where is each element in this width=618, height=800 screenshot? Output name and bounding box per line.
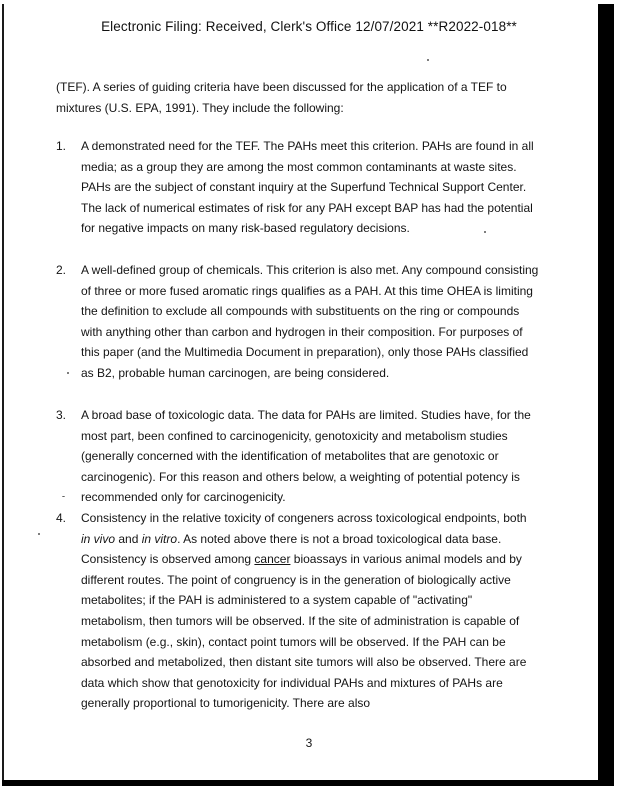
list-item-number: 1. — [56, 139, 67, 153]
scan-speck — [38, 533, 40, 535]
scan-speck — [427, 59, 429, 61]
text-segment: bioassays in various animal models and by different routes. The point of congruency is in the generation of biologically active metabolites; if the PAH is administered to a system capable of "activating" metabolism, then tumors will be observed. If the site of administration is capable of metabolism (e.g., skin), contact point tumors will be observed. If the PAH can be absorbed and metabolized, then distant site tumors will also be observed. There are data which show that genotoxicity for individual PAHs and mixtures of PAHs are generally proportional to tumorigenicity. There are also — [81, 552, 527, 711]
page-number: 3 — [305, 736, 313, 750]
scan-speck — [484, 231, 486, 233]
text-segment: . As noted above there is not a broad toxicological data base. Consistency is observed among — [81, 531, 502, 567]
list-item-text — [81, 508, 539, 714]
list-item-number: 4. — [56, 511, 67, 525]
scan-border-right — [598, 4, 614, 784]
scan-border-left — [2, 4, 4, 784]
list-item-number: 3. — [56, 408, 67, 422]
italic-term-in-vivo: in vivo — [81, 531, 116, 546]
text-segment: and — [115, 531, 142, 546]
intro-paragraph: (TEF). A series of guiding criteria have been discussed for the application of a TEF to mixtures (U.S. EPA, 1991). They include the following: — [56, 80, 507, 115]
underlined-term-cancer: cancer — [254, 552, 291, 567]
italic-term-in-vitro: in vitro — [141, 531, 178, 546]
scan-border-bottom — [2, 780, 614, 786]
list-item-number: 2. — [56, 263, 67, 277]
scan-speck — [62, 496, 65, 497]
scan-speck — [67, 372, 69, 374]
list-item-text: A broad base of toxicologic data. The data for PAHs are limited. Studies have, for the most part, been confined to carcinogenicity, genotoxicity and metabolism studies (generally concerned with the identification of metabolites that are genotoxic or carcinogenic). For this reason and others below, a weighting of potential potency is recommended only for carcinogenicity. — [81, 408, 531, 505]
list-item-text: A demonstrated need for the TEF. The PAHs meet this criterion. PAHs are found in all media; as a group they are among the most common contaminants at waste sites. PAHs are the subject of constant inquiry at the Superfund Technical Support Center. The lack of numerical estimates of risk for any PAH except BAP has had the potential for negative impacts on many risk-based regulatory decisions. — [81, 139, 534, 236]
filing-header: Electronic Filing: Received, Clerk's Office 12/07/2021 **R2022-018** — [101, 19, 517, 34]
list-item-text: A well-defined group of chemicals. This criterion is also met. Any compound consisting of three or more fused aromatic rings qualifies as a PAH. At this time OHEA is limiting the definition to exclude all compounds with substituents on the ring or compounds with anything other than carbon and hydrogen in their composition. For purposes of this paper (and the Multimedia Document in preparation), only those PAHs classified as B2, probable human carcinogen, are being considered. — [81, 263, 539, 380]
text-segment: Consistency in the relative toxicity of congeners across toxicological endpoints, both — [81, 511, 527, 525]
